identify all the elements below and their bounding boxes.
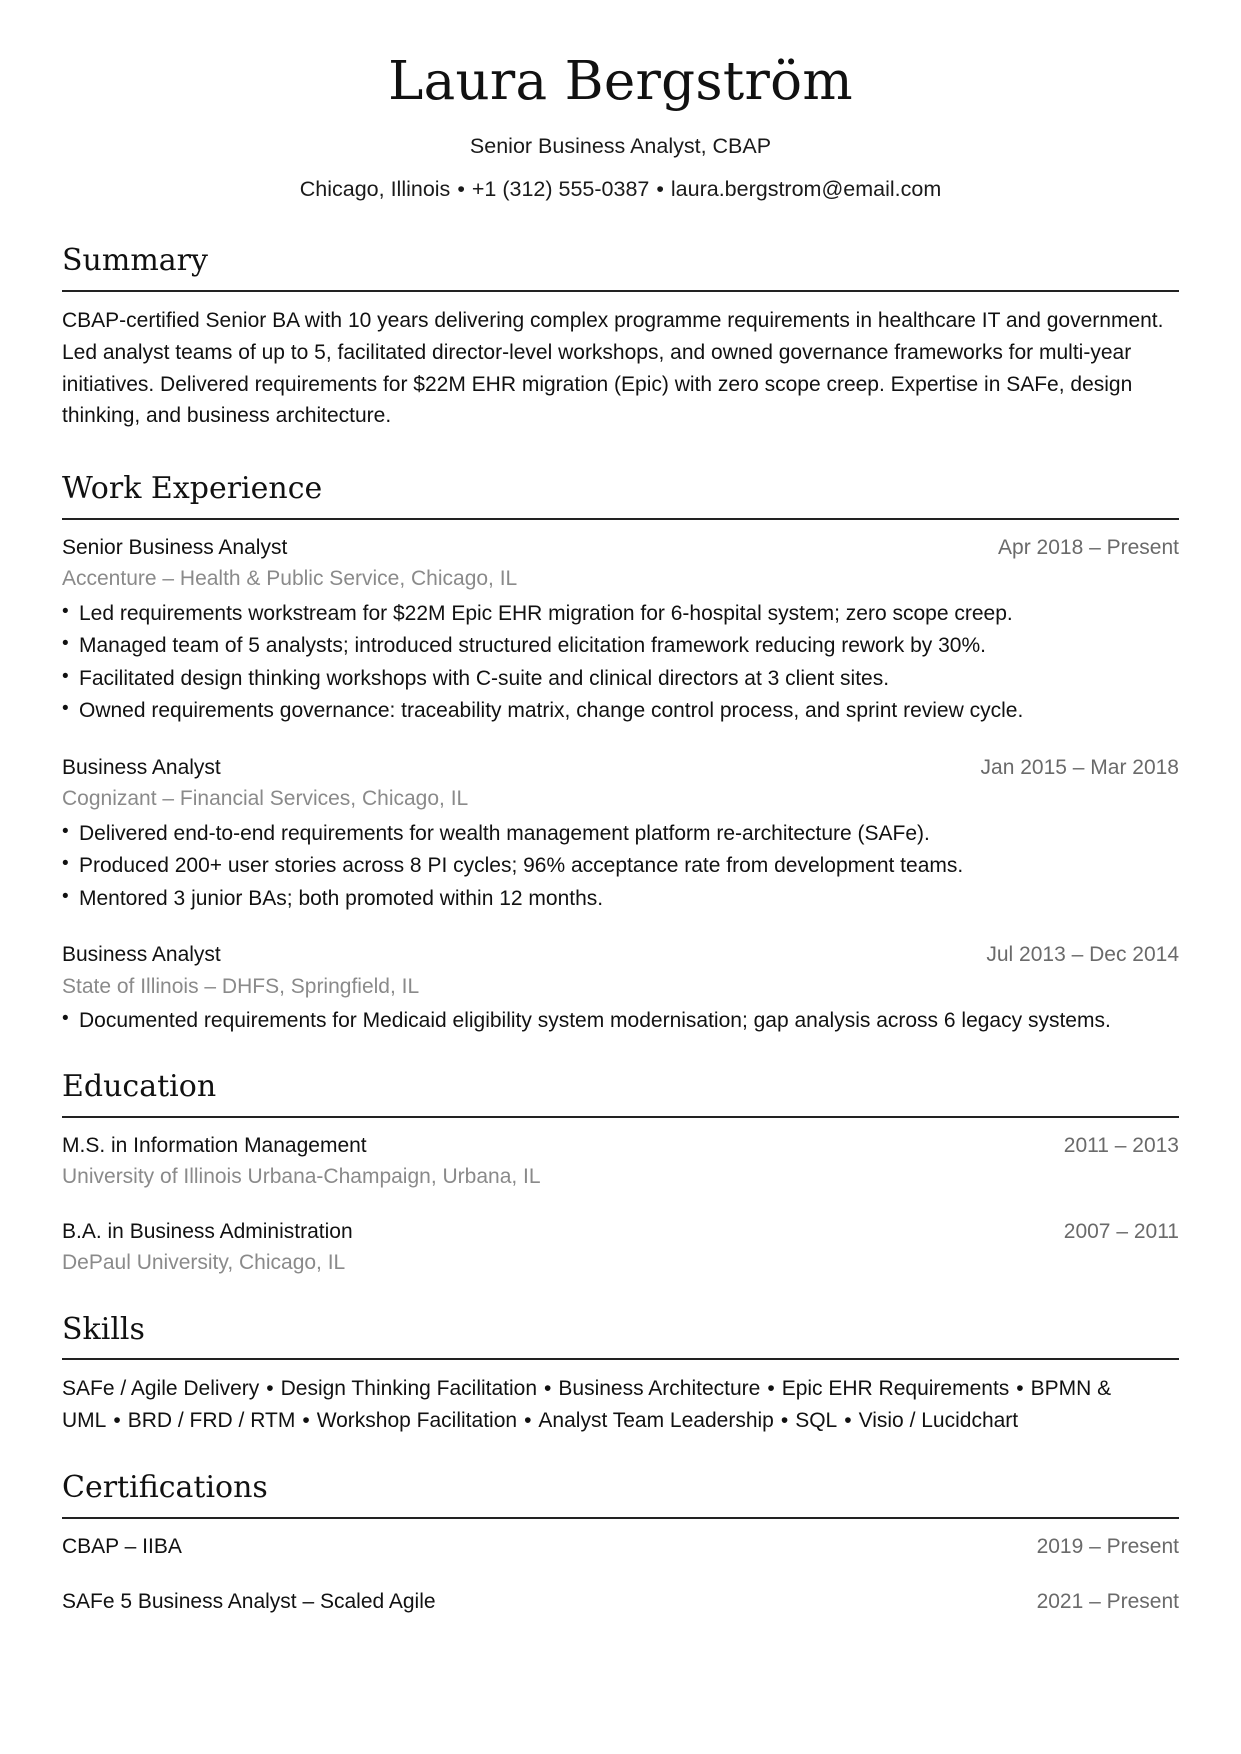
job-company: State of Illinois – DHFS, Springfield, IL	[62, 974, 420, 998]
section-heading-summary: Summary	[62, 243, 208, 279]
job-title: Senior Business Analyst	[62, 535, 288, 559]
degree-dates: 2011 – 2013	[1063, 1133, 1179, 1157]
skill-item: Visio / Lucidchart	[858, 1409, 1019, 1433]
contact-separator-icon: •	[457, 177, 465, 202]
degree-dates: 2007 – 2011	[1063, 1219, 1179, 1243]
job-title: Business Analyst	[62, 943, 221, 967]
school-name: DePaul University, Chicago, IL	[62, 1251, 346, 1275]
section-divider	[62, 1358, 1179, 1360]
certification-dates: 2019 – Present	[1036, 1534, 1179, 1558]
work-entry-head	[62, 940, 1179, 970]
work-entry	[62, 753, 1179, 914]
certification-name: CBAP – IIBA	[62, 1534, 182, 1558]
education-entry	[62, 1131, 1179, 1193]
skill-separator-icon: •	[544, 1377, 552, 1401]
section-divider	[62, 518, 1179, 520]
skill-item: SAFe / Agile Delivery	[62, 1377, 260, 1401]
job-bullets	[62, 598, 1179, 727]
skills-list	[62, 1373, 1179, 1437]
section-certifications	[62, 1471, 1179, 1617]
job-dates: Apr 2018 – Present	[998, 535, 1179, 559]
work-entry-head	[62, 533, 1179, 563]
resume-header	[62, 52, 1179, 204]
contact-line	[62, 176, 1179, 204]
school-name: University of Illinois Urbana-Champaign, Urbana, IL	[62, 1165, 541, 1189]
job-bullets	[62, 818, 1179, 915]
job-bullets	[62, 1005, 1179, 1037]
work-entry-head	[62, 753, 1179, 783]
contact-location: Chicago, Illinois	[299, 177, 451, 202]
skill-item: Analyst Team Leadership	[538, 1409, 774, 1433]
certification-entry	[62, 1587, 1179, 1617]
skill-separator-icon: •	[266, 1377, 274, 1401]
certification-entry	[62, 1532, 1179, 1562]
certification-dates: 2021 – Present	[1036, 1589, 1179, 1613]
skill-separator-icon: •	[113, 1409, 121, 1433]
job-bullet: • Led requirements workstream for $22M Epic EHR migration for 6-hospital system; zero scope creep.	[62, 598, 1179, 630]
contact-separator-icon: •	[656, 177, 664, 202]
skill-item: Business Architecture	[558, 1377, 761, 1401]
job-dates: Jul 2013 – Dec 2014	[986, 943, 1179, 967]
certification-name: SAFe 5 Business Analyst – Scaled Agile	[62, 1589, 436, 1613]
section-heading-skills: Skills	[62, 1311, 145, 1347]
summary-text: CBAP-certified Senior BA with 10 years delivering complex programme requirements in healthcare IT and government. Led analyst teams of up to 5, facilitated director-level workshops, and owned governance frameworks for multi-year initiatives. Delivered requirements for $22M EHR migration (Epic) with zero scope creep. Expertise in SAFe, design thinking, and business architecture.	[62, 308, 1164, 428]
work-entry	[62, 940, 1179, 1036]
job-bullet: • Delivered end-to-end requirements for wealth management platform re-architecture (SAFe).	[62, 818, 1179, 850]
education-entry-head	[62, 1217, 1179, 1247]
job-company: Accenture – Health & Public Service, Chicago, IL	[62, 567, 518, 591]
job-bullet: • Produced 200+ user stories across 8 PI cycles; 96% acceptance rate from development teams.	[62, 850, 1179, 882]
skill-separator-icon: •	[780, 1409, 789, 1433]
education-entry	[62, 1217, 1179, 1279]
section-divider	[62, 1517, 1179, 1519]
section-divider	[62, 290, 1179, 292]
section-heading-education: Education	[62, 1069, 217, 1105]
skill-item: Epic EHR Requirements	[781, 1377, 1010, 1401]
section-skills	[62, 1313, 1179, 1437]
candidate-headline: Senior Business Analyst, CBAP	[469, 134, 772, 159]
job-bullet: • Mentored 3 junior BAs; both promoted within 12 months.	[62, 883, 1179, 915]
skill-item: SQL	[795, 1409, 838, 1433]
skill-item: Design Thinking Facilitation	[280, 1377, 538, 1401]
skill-separator-icon: •	[844, 1409, 852, 1433]
job-bullet: • Documented requirements for Medicaid eligibility system modernisation; gap analysis across 6 legacy systems.	[62, 1005, 1179, 1037]
section-work-experience	[62, 472, 1179, 1036]
degree-title: B.A. in Business Administration	[62, 1219, 353, 1243]
skill-item: BRD / FRD / RTM	[127, 1409, 296, 1433]
skill-item: Workshop Facilitation	[316, 1409, 518, 1433]
section-summary	[62, 244, 1179, 432]
skill-separator-icon: •	[1016, 1377, 1024, 1401]
skill-separator-icon: •	[767, 1377, 775, 1401]
skill-separator-icon: •	[302, 1409, 310, 1433]
job-bullet: • Managed team of 5 analysts; introduced structured elicitation framework reducing rework by 30%.	[62, 630, 1179, 662]
job-bullet: • Facilitated design thinking workshops with C-suite and clinical directors at 3 client sites.	[62, 663, 1179, 695]
job-company: Cognizant – Financial Services, Chicago, IL	[62, 787, 469, 811]
job-title: Business Analyst	[62, 755, 221, 779]
degree-title: M.S. in Information Management	[62, 1133, 367, 1157]
contact-phone: +1 (312) 555-0387	[471, 177, 650, 202]
contact-email[interactable]: laura.bergstrom@email.com	[670, 177, 942, 202]
section-heading-work-experience: Work Experience	[62, 471, 323, 507]
section-heading-certifications: Certifications	[62, 1470, 268, 1506]
job-dates: Jan 2015 – Mar 2018	[980, 755, 1179, 779]
section-education	[62, 1070, 1179, 1278]
work-entry	[62, 533, 1179, 727]
job-bullet: • Owned requirements governance: traceability matrix, change control process, and sprint review cycle.	[62, 695, 1179, 727]
section-divider	[62, 1116, 1179, 1118]
skill-item: BPMN & UML	[62, 1377, 1112, 1433]
candidate-name: Laura Bergström	[388, 51, 853, 112]
skill-separator-icon: •	[524, 1409, 532, 1433]
education-entry-head	[62, 1131, 1179, 1161]
